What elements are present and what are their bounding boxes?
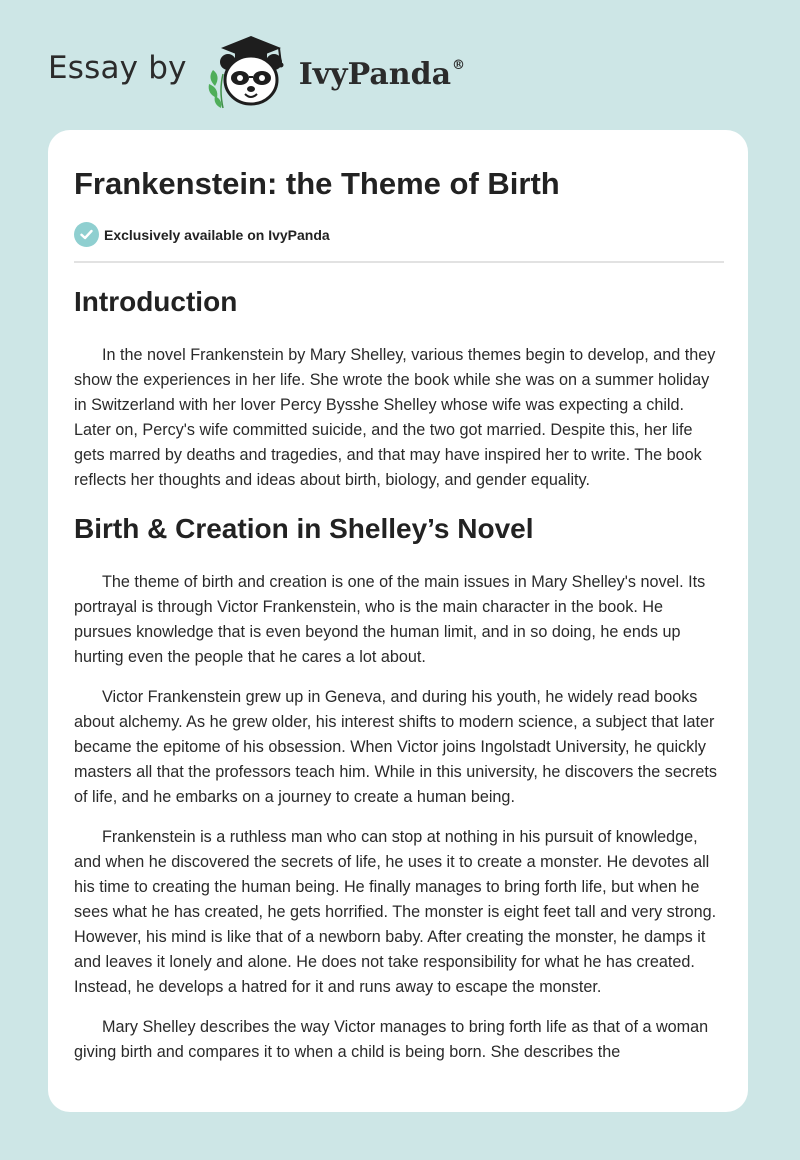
essay-card: [48, 130, 748, 1112]
brand-text: IvyPanda: [298, 56, 452, 92]
title-divider: [74, 261, 724, 263]
paragraph-birth-creation-2: Victor Frankenstein grew up in Geneva, and during his youth, he widely read books about alchemy. As he grew older, his interest shifts to modern science, a subject that later became the epitome of his obsession. When Victor joins Ingolstadt University, he quickly masters all that the professors teach him. While in this university, he discovers the secrets of life, and he embarks on a journey to create a human being.: [74, 688, 717, 806]
registered-mark: ®: [452, 57, 466, 73]
check-circle-icon: [74, 222, 99, 247]
paragraph-introduction-1: In the novel Frankenstein by Mary Shelley, various themes begin to develop, and they show the experiences in her life. She wrote the book while she was on a summer holiday in Switzerland with her lover Percy Bysshe Shelley whose wife was expecting a child. Later on, Percy's wife committed suicide, and the two got married. Despite this, her life gets marred by deaths and tragedies, and that may have inspired her to write. The book reflects her thoughts and ideas about birth, biology, and gender equality.: [74, 346, 716, 489]
section-heading-birth-creation: Birth & Creation in Shelley’s Novel: [74, 513, 534, 544]
essay-title: Frankenstein: the Theme of Birth: [74, 166, 560, 201]
exclusive-badge-label: Exclusively available on IvyPanda: [104, 226, 330, 243]
paragraph-birth-creation-1: The theme of birth and creation is one of the main issues in Mary Shelley's novel. Its portrayal is through Victor Frankenstein, who is the main character in the book. He pursues knowledge that is even beyond the human limit, and in so doing, he ends up hurting even the people that he cares a lot about.: [74, 573, 706, 666]
ivypanda-panda-logo-icon[interactable]: [201, 34, 293, 110]
section-heading-introduction: Introduction: [74, 286, 238, 317]
paragraph-birth-creation-3: Frankenstein is a ruthless man who can stop at nothing in his pursuit of knowledge, and when he discovered the secrets of life, he uses it to create a monster. He devotes all his time to creating the human being. He finally manages to bring forth life, but when he sees what he has created, he gets horrified. The monster is eight feet tall and very strong. However, his mind is like that of a newborn baby. After creating the monster, he damps it and leaves it lonely and alone. He does not take responsibility for what he has created. Instead, he develops a hatred for it and runs away to escape the monster.: [74, 828, 717, 996]
exclusive-badge: [74, 222, 330, 247]
ivypanda-brand-name[interactable]: [299, 57, 465, 92]
paragraph-birth-creation-4: Mary Shelley describes the way Victor manages to bring forth life as that of a woman giving birth and compares it to when a child is being born. She describes the: [74, 1018, 709, 1061]
site-header: [48, 34, 465, 110]
essay-by-label: Essay by: [48, 50, 187, 86]
